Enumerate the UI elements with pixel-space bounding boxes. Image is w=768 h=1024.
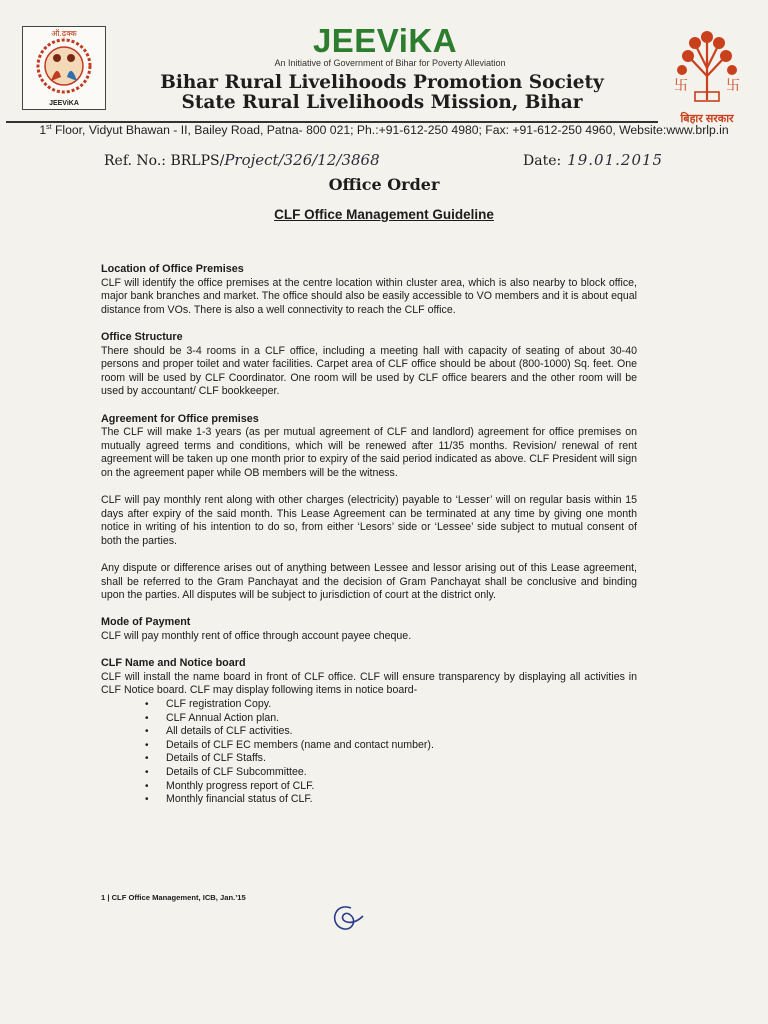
ref-handwritten: Project/326/12/3868	[224, 151, 380, 169]
bihar-govt-logo	[668, 30, 746, 126]
paragraph: CLF will pay monthly rent of office through account payee cheque.	[101, 630, 412, 643]
section-location	[101, 263, 637, 317]
bodhi-tree-emblem-icon	[668, 30, 746, 108]
org-name: Bihar Rural Livelihoods Promotion Society	[160, 72, 604, 93]
bihar-sarkar-label: बिहार सरकार	[680, 113, 734, 125]
paragraph: CLF will pay monthly rent along with other charges (electricity) payable to ‘Lesser’ will on regular basis within 15 days after expiry of the said month. This Lease Agreement can be terminated at any time by giving one month notice in writing of his intention to do so, from either ‘Lesors’ side or ‘Lessee’ side subject to mutual consent of both the parties.	[101, 494, 637, 547]
section-heading: Mode of Payment	[101, 616, 191, 629]
jeevika-emblem-icon	[31, 37, 97, 95]
date-label: Date:	[523, 153, 562, 169]
section-agreement	[101, 413, 637, 603]
svg-text:卐: 卐	[674, 78, 688, 94]
ref-label: Ref. No.: BRLPS/	[104, 153, 225, 169]
logo-caption: JEEViKA	[49, 100, 79, 107]
list-item: • All details of CLF activities.	[101, 725, 637, 739]
section-heading: Office Structure	[101, 330, 183, 343]
section-heading: Agreement for Office premises	[101, 412, 259, 425]
handwritten-initial-icon	[325, 900, 365, 936]
list-item: • Details of CLF Staffs.	[101, 752, 637, 766]
jeevika-logo	[22, 26, 106, 110]
tagline: An Initiative of Government of Bihar for Poverty Alleviation	[274, 58, 506, 68]
guideline-title: CLF Office Management Guideline	[274, 207, 494, 222]
section-heading: Location of Office Premises	[101, 263, 244, 275]
document-body	[101, 263, 637, 807]
list-item: • Monthly progress report of CLF.	[101, 780, 637, 794]
reference-number	[104, 151, 380, 169]
list-item: • Monthly financial status of CLF.	[101, 793, 637, 807]
paragraph: CLF will install the name board in front of CLF office. CLF will ensure transparency by displaying all activities in CLF Notice board. CLF may display following items in notice board-	[101, 670, 637, 697]
notice-board-list	[101, 698, 637, 807]
section-notice-board	[101, 657, 637, 807]
svg-text:卐: 卐	[726, 78, 740, 94]
section-heading: CLF Name and Notice board	[101, 657, 246, 670]
date-handwritten: 19.01.2015	[567, 151, 664, 169]
list-item: • CLF registration Copy.	[101, 698, 637, 712]
section-payment	[101, 616, 637, 643]
paragraph: The CLF will make 1-3 years (as per mutual agreement of CLF and landlord) agreement for office premises on mutually agreed terms and conditions, which will be renewed after 11/35 months. Revision/ renewal of rent agreement will be taken up one month prior to expiry of the said period indicated as above. CLF President will sign on the agreement paper while OB members will be the witness.	[101, 426, 637, 479]
list-item: • CLF Annual Action plan.	[101, 712, 637, 726]
paragraph: There should be 3-4 rooms in a CLF office, including a meeting hall with capacity of seating of about 30-40 persons and proper toilet and water facilities. Carpet area of CLF office should be about (800-1000) Sq. feet. One room will be used by CLF Coordinator. One room will be used by CLF office bearers and the other room will be used by accountant/ CLF bookkeeper.	[101, 344, 637, 398]
document-title: Office Order	[328, 175, 440, 194]
brand-wordmark: JEEViKA	[312, 22, 458, 59]
date-field	[523, 151, 663, 169]
paragraph: CLF will identify the office premises at the centre location within cluster area, which is also nearby to block office, major bank branches and market. The office should also be easily accessible to VO members and it is about equal distance from VOs. There is also a well connectivity to reach the CLF office.	[101, 276, 637, 316]
logo-top-text: ऑ.ढ़क्क	[51, 29, 77, 38]
address-line: 1st Floor, Vidyut Bhawan - II, Bailey Road, Patna- 800 021; Ph.:+91-612-250 4980; Fax: +91-612-250 4960, Website:www.brlp.in	[39, 123, 729, 137]
section-office-structure	[101, 331, 637, 399]
list-item: • Details of CLF Subcommittee.	[101, 766, 637, 780]
paragraph: Any dispute or difference arises out of anything between Lessee and lessor arising out of this Lease agreement, shall be referred to the Gram Panchayat and the decision of Gram Panchayat shall be conclusive and binding upon the parties. All disputes will be subject to jurisdiction of court at the district only.	[101, 562, 637, 602]
page-footer: 1 | CLF Office Management, ICB, Jan.’15	[101, 893, 246, 902]
mission-name: State Rural Livelihoods Mission, Bihar	[181, 92, 583, 113]
list-item: • Details of CLF EC members (name and contact number).	[101, 739, 637, 753]
